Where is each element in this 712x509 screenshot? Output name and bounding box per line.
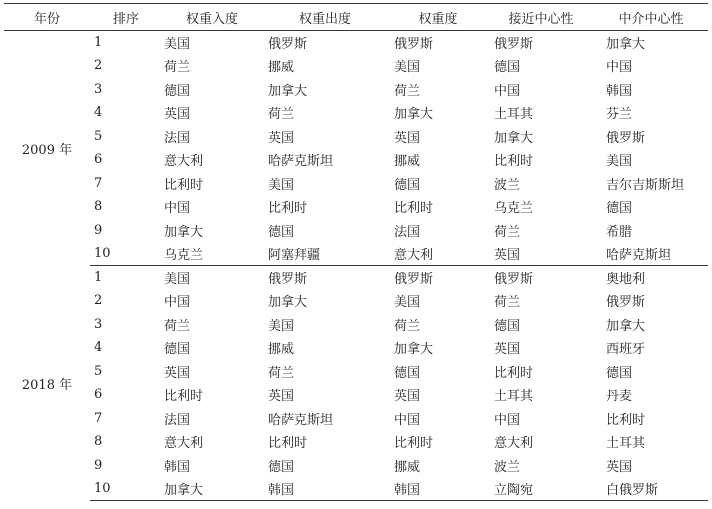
weighted-in-degree-cell: 法国 (164, 412, 191, 428)
weighted-out-degree-cell: 哈萨克斯坦 (268, 412, 334, 428)
weighted-degree-cell: 挪威 (394, 459, 421, 475)
weighted-out-degree-cell: 加拿大 (268, 295, 308, 311)
table-row (4, 242, 708, 266)
table-row (4, 360, 708, 384)
weighted-out-degree-cell: 加拿大 (268, 83, 308, 99)
betweenness-centrality-cell: 奥地利 (606, 272, 646, 287)
rank-cell: 3 (94, 81, 103, 97)
betweenness-centrality-cell: 希腊 (606, 224, 633, 240)
rank-cell: 2 (94, 293, 103, 309)
betweenness-centrality-cell: 德国 (606, 201, 633, 217)
betweenness-centrality-cell: 西班牙 (606, 342, 646, 358)
table-row (4, 172, 708, 196)
weighted-out-degree-cell: 比利时 (268, 201, 308, 217)
rank-cell: 10 (90, 242, 162, 266)
closeness-centrality-cell: 波兰 (494, 177, 521, 193)
table-row (4, 101, 708, 125)
year-group (4, 31, 708, 266)
table-row (4, 430, 708, 454)
weighted-out-degree-cell: 挪威 (268, 342, 295, 358)
weighted-out-degree-cell: 英国 (268, 389, 295, 405)
weighted-in-degree-cell: 德国 (164, 83, 191, 99)
weighted-out-degree-cell: 哈萨克斯坦 (268, 154, 334, 170)
rank-cell: 7 (94, 410, 103, 426)
header-weighted-out-degree: 权重出度 (262, 4, 388, 31)
table-row (4, 266, 708, 290)
rank-cell: 4 (94, 105, 103, 121)
table-row (4, 148, 708, 172)
closeness-centrality-cell: 英国 (488, 242, 594, 266)
header-betweenness-centrality: 中介中心性 (594, 4, 708, 31)
weighted-in-degree-cell: 意大利 (164, 436, 204, 452)
weighted-out-degree-cell: 荷兰 (268, 365, 295, 381)
weighted-in-degree-cell: 美国 (164, 37, 191, 52)
weighted-in-degree-cell: 德国 (164, 342, 191, 358)
closeness-centrality-cell: 俄罗斯 (494, 272, 534, 287)
closeness-centrality-cell: 比利时 (494, 365, 534, 381)
table-row (4, 195, 708, 219)
weighted-out-degree-cell: 德国 (268, 224, 295, 240)
weighted-degree-cell: 荷兰 (394, 83, 421, 99)
table-row (4, 219, 708, 243)
betweenness-centrality-cell: 德国 (606, 365, 633, 381)
weighted-degree-cell: 德国 (394, 365, 421, 381)
closeness-centrality-cell: 土耳其 (494, 389, 534, 405)
betweenness-centrality-cell: 韩国 (606, 83, 633, 99)
closeness-centrality-cell: 加拿大 (494, 130, 534, 146)
header-weighted-degree: 权重度 (388, 4, 488, 31)
rank-cell: 10 (90, 477, 162, 501)
betweenness-centrality-cell: 加拿大 (606, 37, 646, 52)
table-row (4, 477, 708, 501)
weighted-degree-cell: 比利时 (394, 436, 434, 452)
weighted-degree-cell: 英国 (394, 130, 421, 146)
rank-cell: 4 (94, 340, 103, 356)
closeness-centrality-cell: 荷兰 (494, 295, 521, 311)
closeness-centrality-cell: 乌克兰 (494, 201, 534, 217)
weighted-out-degree-cell: 阿塞拜疆 (262, 242, 388, 266)
table-row (4, 125, 708, 149)
weighted-degree-cell: 比利时 (394, 201, 434, 217)
rank-cell: 9 (94, 222, 103, 238)
weighted-in-degree-cell: 加拿大 (164, 224, 204, 240)
weighted-in-degree-cell: 荷兰 (164, 60, 191, 76)
weighted-in-degree-cell: 荷兰 (164, 318, 191, 334)
weighted-in-degree-cell: 意大利 (164, 154, 204, 170)
betweenness-centrality-cell: 中国 (606, 60, 633, 76)
table-header (4, 4, 708, 31)
rank-cell: 8 (94, 434, 103, 450)
weighted-in-degree-cell: 中国 (164, 201, 191, 217)
closeness-centrality-cell: 德国 (494, 318, 521, 334)
weighted-in-degree-cell: 美国 (164, 272, 191, 287)
betweenness-centrality-cell: 芬兰 (606, 107, 633, 123)
weighted-in-degree-cell: 加拿大 (162, 477, 262, 501)
year-cell: 2018 年 (21, 377, 73, 393)
weighted-degree-cell: 美国 (394, 295, 421, 311)
weighted-out-degree-cell: 荷兰 (268, 107, 295, 123)
weighted-in-degree-cell: 英国 (164, 107, 191, 123)
table-row (4, 78, 708, 102)
weighted-degree-cell: 韩国 (388, 477, 488, 501)
closeness-centrality-cell: 中国 (494, 412, 521, 428)
betweenness-centrality-cell: 美国 (606, 154, 633, 170)
betweenness-centrality-cell: 吉尔吉斯斯坦 (606, 177, 685, 193)
weighted-out-degree-cell: 俄罗斯 (268, 272, 308, 287)
header-rank: 排序 (90, 4, 162, 31)
weighted-out-degree-cell: 美国 (268, 318, 295, 334)
weighted-out-degree-cell: 英国 (268, 130, 295, 146)
weighted-in-degree-cell: 法国 (164, 130, 191, 146)
weighted-out-degree-cell: 比利时 (268, 436, 308, 452)
rank-cell: 1 (94, 270, 103, 285)
weighted-out-degree-cell: 美国 (268, 177, 295, 193)
weighted-out-degree-cell: 德国 (268, 459, 295, 475)
weighted-degree-cell: 美国 (394, 60, 421, 76)
betweenness-centrality-cell: 比利时 (606, 412, 646, 428)
weighted-degree-cell: 法国 (394, 224, 421, 240)
rank-cell: 9 (94, 457, 103, 473)
rank-cell: 3 (94, 316, 103, 332)
rank-cell: 1 (94, 35, 103, 50)
closeness-centrality-cell: 立陶宛 (488, 477, 594, 501)
closeness-centrality-cell: 荷兰 (494, 224, 521, 240)
weighted-degree-cell: 中国 (394, 412, 421, 428)
rank-cell: 6 (94, 387, 103, 403)
header-weighted-in-degree: 权重入度 (162, 4, 262, 31)
closeness-centrality-cell: 波兰 (494, 459, 521, 475)
closeness-centrality-cell: 德国 (494, 60, 521, 76)
table-row (4, 313, 708, 337)
rank-cell: 7 (94, 175, 103, 191)
table-row (4, 336, 708, 360)
weighted-degree-cell: 加拿大 (394, 107, 434, 123)
weighted-in-degree-cell: 中国 (164, 295, 191, 311)
betweenness-centrality-cell: 俄罗斯 (606, 130, 646, 146)
weighted-degree-cell: 英国 (394, 389, 421, 405)
weighted-degree-cell: 荷兰 (394, 318, 421, 334)
table-row (4, 31, 708, 55)
weighted-degree-cell: 德国 (394, 177, 421, 193)
year-group (4, 266, 708, 501)
closeness-centrality-cell: 中国 (494, 83, 521, 99)
betweenness-centrality-cell: 英国 (606, 459, 633, 475)
weighted-in-degree-cell: 比利时 (164, 389, 204, 405)
weighted-out-degree-cell: 俄罗斯 (268, 37, 308, 52)
closeness-centrality-cell: 土耳其 (494, 107, 534, 123)
header-year: 年份 (4, 4, 90, 31)
closeness-centrality-cell: 俄罗斯 (494, 37, 534, 52)
table-row (4, 407, 708, 431)
betweenness-centrality-cell: 土耳其 (606, 436, 646, 452)
table-row (4, 454, 708, 478)
network-centrality-ranking-table (4, 3, 708, 501)
betweenness-centrality-cell: 白俄罗斯 (594, 477, 708, 501)
weighted-out-degree-cell: 挪威 (268, 60, 295, 76)
weighted-out-degree-cell: 韩国 (262, 477, 388, 501)
rank-cell: 2 (94, 58, 103, 74)
table-row (4, 54, 708, 78)
rank-cell: 5 (94, 128, 103, 144)
rank-cell: 8 (94, 199, 103, 215)
weighted-degree-cell: 俄罗斯 (394, 272, 434, 287)
betweenness-centrality-cell: 哈萨克斯坦 (594, 242, 708, 266)
weighted-in-degree-cell: 乌克兰 (162, 242, 262, 266)
table-row (4, 383, 708, 407)
betweenness-centrality-cell: 加拿大 (606, 318, 646, 334)
betweenness-centrality-cell: 丹麦 (606, 389, 633, 405)
weighted-degree-cell: 意大利 (388, 242, 488, 266)
rank-cell: 5 (94, 363, 103, 379)
header-closeness-centrality: 接近中心性 (488, 4, 594, 31)
table-row (4, 289, 708, 313)
rank-cell: 6 (94, 152, 103, 168)
weighted-degree-cell: 加拿大 (394, 342, 434, 358)
weighted-in-degree-cell: 英国 (164, 365, 191, 381)
betweenness-centrality-cell: 俄罗斯 (606, 295, 646, 311)
closeness-centrality-cell: 比利时 (494, 154, 534, 170)
closeness-centrality-cell: 英国 (494, 342, 521, 358)
weighted-in-degree-cell: 韩国 (164, 459, 191, 475)
year-cell: 2009 年 (21, 142, 73, 158)
weighted-degree-cell: 挪威 (394, 154, 421, 170)
header-row (4, 4, 708, 31)
closeness-centrality-cell: 意大利 (494, 436, 534, 452)
weighted-in-degree-cell: 比利时 (164, 177, 204, 193)
weighted-degree-cell: 俄罗斯 (394, 37, 434, 52)
